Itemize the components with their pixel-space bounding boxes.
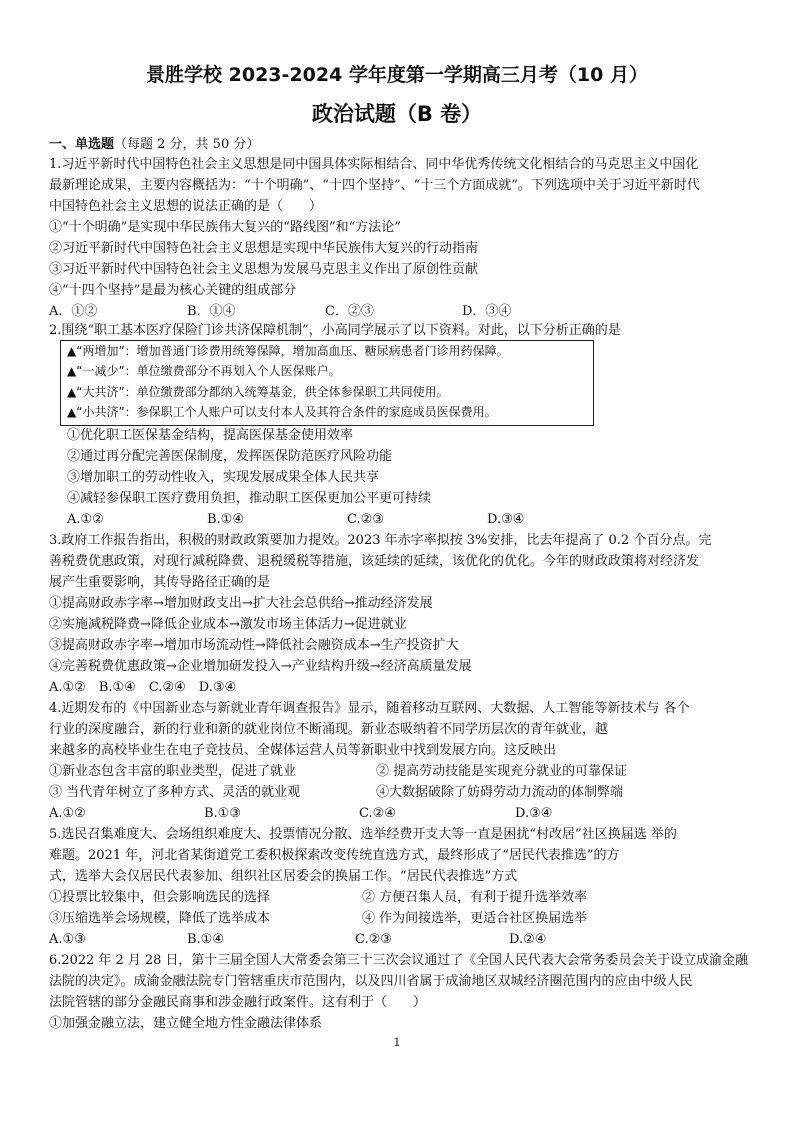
q3-statement: ②实施减税降费→降低企业成本→激发市场主体活力→促进就业 [49,617,407,632]
q2-option-d: D.③④ [487,512,525,527]
page-number: 1 [393,1036,401,1049]
q4-statement: ④大数据破除了妨碍劳动力流动的体制弊端 [376,785,624,800]
q4-option-d: D.③④ [515,806,553,821]
q1-option-a: A．①② [49,304,98,319]
q2-material-line: ▲“一减少”：单位缴费部分不再划入个人医保账户。 [67,364,341,378]
section-heading [49,137,259,153]
q5-option-b: B.①④ [187,932,224,947]
q5-stem-line: 5.选民召集难度大、会场组织难度大、投票情况分散、选举经费开支大等一直是困扰“村改居”社区换届选 举的 [49,827,677,842]
q2-statement: ②通过再分配完善医保制度，发挥医保防范医疗风险功能 [67,449,393,464]
q6-stem-line: 法院管辖的部分金融民商事和涉金融行政案件。这有利于（ ） [49,995,427,1010]
q2-option-b: B.①④ [207,512,244,527]
q4-statement: ② 提高劳动技能是实现充分就业的可靠保证 [376,764,628,779]
q1-statement: ①“十个明确”是实现中华民族伟大复兴的“路线图”和“方法论” [49,220,401,235]
exam-subtitle: 政治试题（B 卷） [311,102,483,126]
q2-statement: ①优化职工医保基金结构，提高医保基金使用效率 [67,428,354,443]
q4-option-c: C.②④ [359,806,396,821]
q1-option-b: B．①④ [187,304,236,319]
q5-stem-line: 式，选举大会仅居民代表参加、组织社区居委会的换届工作。“居民代表推选”方式 [49,869,518,884]
q3-stem-line: 3.政府工作报告指出，积极的财政政策要加力提效。2023 年赤字率拟按 3%安排，比去年提高了 0.2 个百分点。完 [49,533,712,548]
q4-statement: ③ 当代青年树立了多种方式、灵活的就业观 [49,785,301,800]
q4-stem-line: 4.近期发布的《中国新业态与新就业青年调查报告》显示，随着移动互联网、大数据、人工智能等新技术与 各个 [49,701,690,716]
q5-stem-line: 难题。2021 年，河北省某街道党工委积极探索改变传统直选方式，最终形成了“居民代表推选”的方 [49,848,620,863]
exam-title: 景胜学校 2023-2024 学年度第一学期高三月考（10 月） [146,64,648,86]
q3-stem-line: 展产生重要影响，其传导路径正确的是 [49,575,271,590]
q5-option-a: A.①③ [49,932,86,947]
q4-option-a: A.①② [49,806,86,821]
q5-option-d: D.②④ [509,932,547,947]
q2-stem: 2.围绕“职工基本医疗保险门诊共济保障机制”，小高同学展示了以下资料。对此，以下分析正确的是 [49,323,621,338]
q5-statement: ③压缩选举会场规模，降低了选举成本 [49,911,271,926]
q2-material-line: ▲“大共济”：单位缴费部分都纳入统筹基金，供全体参保职工共同使用。 [67,385,449,399]
section-points: （每题 2 分，共 50 分） [114,137,260,152]
q3-statement: ③提高财政赤字率→增加市场流动性→降低社会融资成本→生产投资扩大 [49,638,459,653]
q3-options: A.①② B.①④ C.②④ D.③④ [49,680,237,695]
q5-statement: ② 方便召集人员，有利于提升选举效率 [362,890,588,905]
q1-option-c: C．②③ [325,304,374,319]
q4-option-b: B.①③ [204,806,241,821]
q1-stem-line: 中国特色社会主义思想的说法正确的是（ ） [49,199,323,214]
q5-statement: ①投票比较集中，但会影响选民的选择 [49,890,271,905]
q1-stem-line: 最新理论成果，主要内容概括为：“十个明确”、“十四个坚持”、“十三个方面成就”。下列选项中关于习近平新时代 [49,178,700,193]
q2-statement: ③增加职工的劳动性收入，实现发展成果全体人民共享 [67,470,380,485]
q4-stem-line: 来越多的高校毕业生在电子竞技员、全媒体运营人员等新职业中找到发展方向。这反映出 [49,743,557,758]
q1-statement: ④“十四个坚持”是最为核心关键的组成部分 [49,283,297,298]
q2-material-box [60,340,594,426]
q2-material-line: ▲“小共济”：参保职工个人账户可以支付本人及其符合条件的家庭成员医保费用。 [67,405,497,419]
q1-option-d: D．③④ [462,304,512,319]
q1-statement: ②习近平新时代中国特色社会主义思想是实现中华民族伟大复兴的行动指南 [49,241,479,256]
section-name: 一、单选题 [49,137,115,152]
q4-statement: ①新业态包含丰富的职业类型，促进了就业 [49,764,297,779]
q5-statement: ④ 作为间接选举，更适合社区换届选举 [362,911,588,926]
q5-option-c: C.②③ [355,932,392,947]
q6-statement: ①加强金融立法，建立健全地方性金融法律体系 [49,1016,323,1031]
q2-option-a: A.①② [67,512,104,527]
q3-stem-line: 善税费优惠政策，对现行减税降费、退税缓税等措施，该延续的延续，该优化的优化。今年的财政政策将对经济发 [49,554,700,569]
q1-stem-line: 1.习近平新时代中国特色社会主义思想是同中国具体实际相结合、同中华优秀传统文化相结合的马克思主义中国化 [49,157,699,172]
q6-stem-line: 6.2022 年 2 月 28 日，第十三届全国人大常委会第三十三次会议通过了《全国人民代表大会常务委员会关于设立成渝金融 [49,953,748,968]
q2-statement: ④减轻参保职工医疗费用负担，推动职工医保更加公平更可持续 [67,491,432,506]
q2-option-c: C.②③ [347,512,384,527]
q6-stem-line: 法院的决定》。成渝金融法院专门管辖重庆市范围内，以及四川省属于成渝地区双城经济圈范围内的应由中级人民 [49,974,693,989]
q4-stem-line: 行业的深度融合，新的行业和新的就业岗位不断涌现。新业态吸纳着不同学历层次的青年就业，越 [49,722,609,737]
q3-statement: ①提高财政赤字率→增加财政支出→扩大社会总供给→推动经济发展 [49,596,433,611]
q3-statement: ④完善税费优惠政策→企业增加研发投入→产业结构升级→经济高质量发展 [49,659,472,674]
q1-statement: ③习近平新时代中国特色社会主义思想为发展马克思主义作出了原创性贡献 [49,262,479,277]
q2-material-line: ▲“两增加”：增加普通门诊费用统筹保障，增加高血压、糖尿病患者门诊用药保障。 [67,344,509,358]
